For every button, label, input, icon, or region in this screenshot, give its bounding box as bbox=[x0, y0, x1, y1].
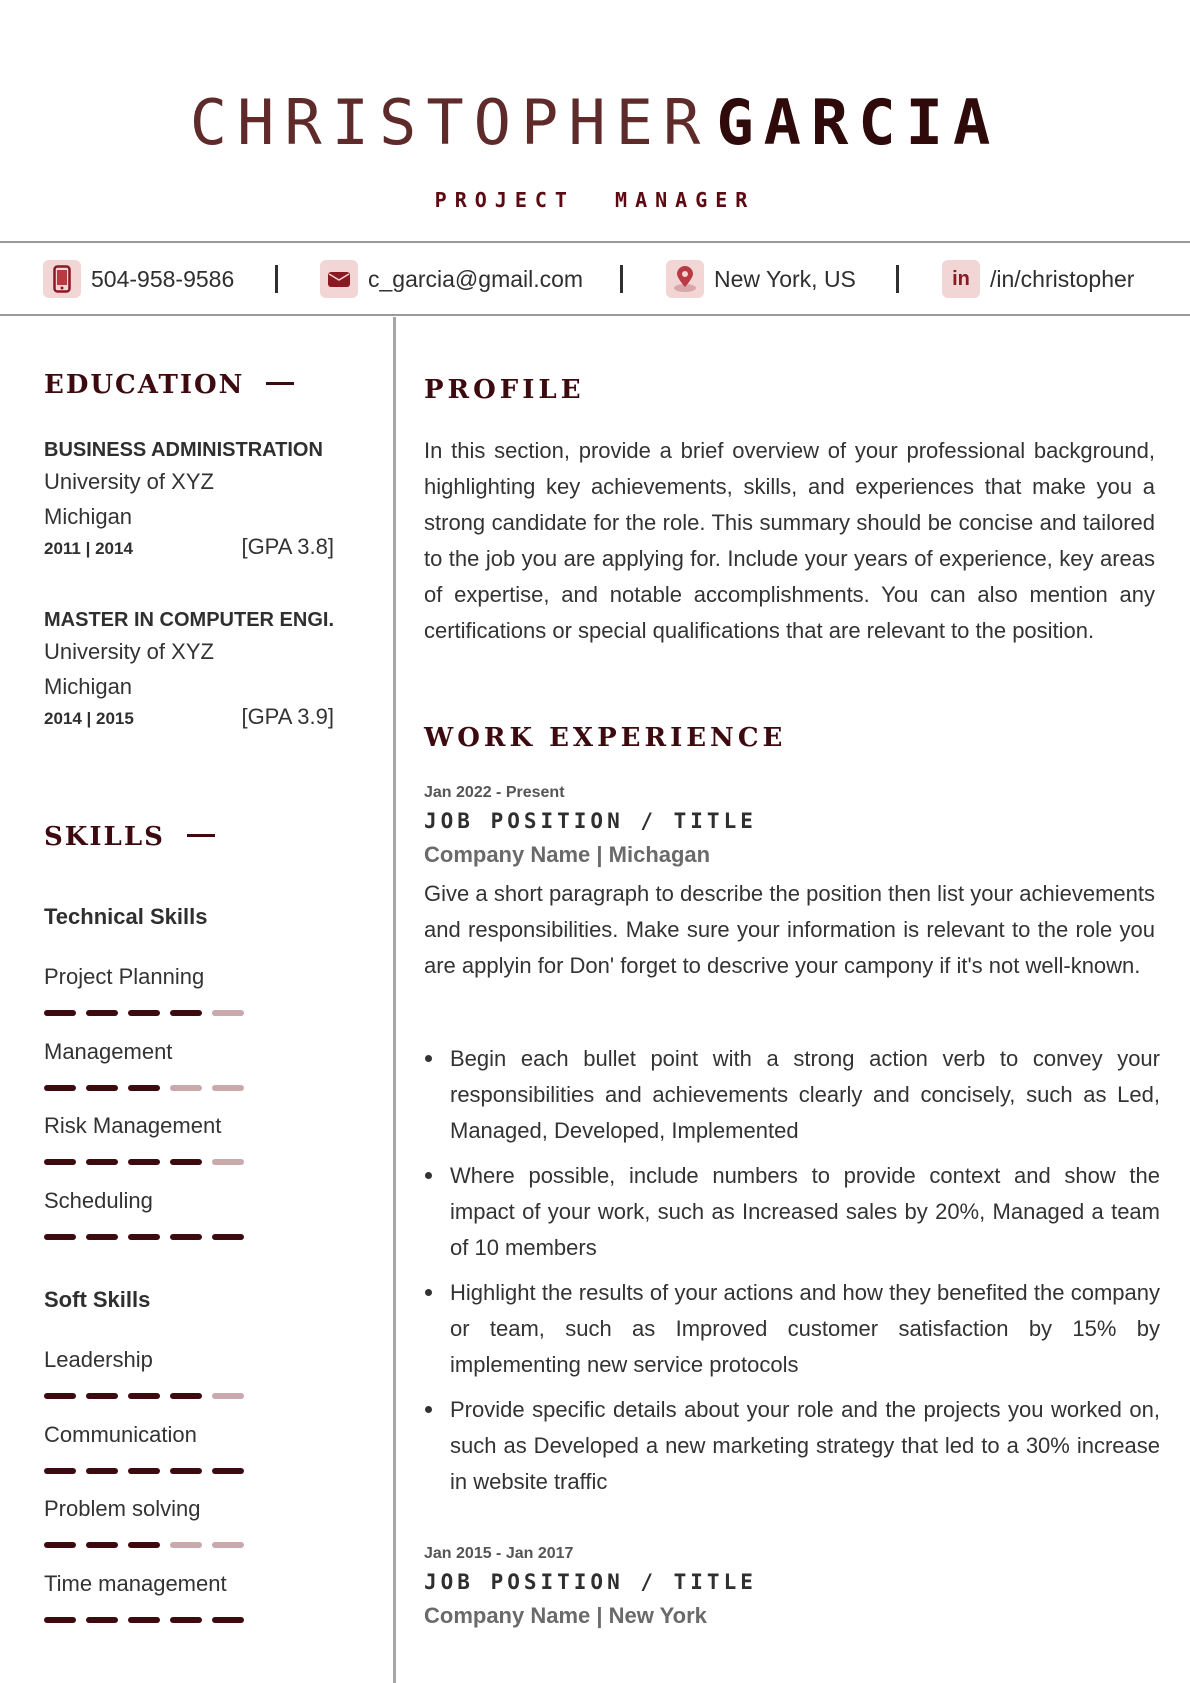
skill-segment-filled bbox=[44, 1010, 76, 1016]
contact-phone[interactable] bbox=[43, 259, 234, 299]
edu-years: 2011 | 2014 bbox=[44, 539, 133, 558]
skill-segment-filled bbox=[86, 1393, 118, 1399]
list-item: Provide specific details about your role and the projects you worked on, such as Developed a new marketing strategy that led to a 30% increase in website traffic bbox=[424, 1392, 1160, 1500]
skill-segment-filled bbox=[170, 1468, 202, 1474]
contact-separator bbox=[896, 265, 899, 293]
job-description: Give a short paragraph to describe the position then list your achievements and responsibilities. Make sure your information is relevant to the role you are applyin for Don' forget to descrive your campony if it's not well-known. bbox=[424, 881, 1155, 978]
first-name: CHRISTOPHER bbox=[189, 86, 711, 159]
job-title: PROJECT MANAGER bbox=[434, 188, 756, 212]
list-item: Begin each bullet point with a strong action verb to convey your responsibilities and achievements clearly and concisely, such as Led, Managed, Developed, Implemented bbox=[424, 1041, 1160, 1149]
education-item bbox=[44, 436, 334, 560]
bullet-icon bbox=[425, 1172, 432, 1179]
skill-segment-filled bbox=[212, 1234, 244, 1240]
skill-segment-filled bbox=[170, 1234, 202, 1240]
skill-name: Project Planning bbox=[44, 964, 205, 989]
edu-location: Michigan bbox=[44, 674, 133, 699]
edu-gpa: [GPA 3.8] bbox=[241, 534, 334, 559]
edu-school: University of XYZ bbox=[44, 639, 214, 664]
skill-name: Leadership bbox=[44, 1347, 153, 1372]
skill-segment-filled bbox=[128, 1085, 160, 1091]
contact-separator bbox=[275, 265, 278, 293]
edu-location: Michigan bbox=[44, 504, 133, 529]
skill-segment-filled bbox=[44, 1159, 76, 1165]
skill-segment-filled bbox=[128, 1468, 160, 1474]
contact-separator bbox=[620, 265, 623, 293]
edu-degree: BUSINESS ADMINISTRATION bbox=[44, 439, 323, 461]
skill-segment-filled bbox=[44, 1234, 76, 1240]
skill-segment-filled bbox=[128, 1542, 160, 1548]
skill-segment-filled bbox=[86, 1234, 118, 1240]
skill-segment-filled bbox=[44, 1468, 76, 1474]
skill-segment-filled bbox=[170, 1393, 202, 1399]
skill-segment-filled bbox=[86, 1085, 118, 1091]
linkedin-text: /in/christopher bbox=[990, 265, 1135, 292]
skill-level-bar bbox=[44, 1010, 244, 1016]
list-item: Where possible, include numbers to provide context and show the impact of your work, such as Increased sales by 20%, Managed a team of 10 members bbox=[424, 1158, 1160, 1266]
skill-level-bar bbox=[44, 1393, 244, 1399]
last-name: GARCIA bbox=[716, 86, 1001, 159]
skill-name: Management bbox=[44, 1039, 173, 1064]
skill-segment-filled bbox=[86, 1468, 118, 1474]
edu-degree: MASTER IN COMPUTER ENGI. bbox=[44, 609, 335, 631]
skill-name: Scheduling bbox=[44, 1188, 153, 1213]
skills-heading: SKILLS bbox=[44, 822, 215, 852]
location-icon bbox=[666, 260, 704, 298]
profile-text: In this section, provide a brief overview of your professional background, highlighting key achievements, skills, and experiences that make you a strong candidate for the role. This summary should be concise and tailored to the job you are applying for. Include your years of experience, key areas of expertise, and notable accomplishments. You can also mention any certifications or special qualifications that are relevant to the position. bbox=[424, 438, 1155, 643]
skill-segment-filled bbox=[44, 1617, 76, 1623]
list-item: Highlight the results of your actions and how they benefited the company or team, such as Improved customer satisfaction by 15% by implementing new service protocols bbox=[424, 1275, 1160, 1383]
job-company: Company Name | Michagan bbox=[424, 842, 711, 867]
job-company: Company Name | New York bbox=[424, 1603, 707, 1628]
skill-name: Time management bbox=[44, 1571, 227, 1596]
skill-level-bar bbox=[44, 1617, 244, 1623]
skill-segment-filled bbox=[170, 1010, 202, 1016]
contact-linkedin[interactable] bbox=[942, 259, 1134, 299]
skill-segment-filled bbox=[86, 1159, 118, 1165]
bullet-icon bbox=[425, 1055, 432, 1062]
skill-segment-filled bbox=[44, 1542, 76, 1548]
job-achievements-list bbox=[424, 1041, 1160, 1509]
skill-segment-filled bbox=[128, 1159, 160, 1165]
skill-name: Problem solving bbox=[44, 1496, 201, 1521]
bullet-icon bbox=[425, 1289, 432, 1296]
skill-segment-empty bbox=[212, 1393, 244, 1399]
job-dates: Jan 2022 - Present bbox=[424, 784, 565, 801]
skill-segment-filled bbox=[44, 1085, 76, 1091]
skill-segment-empty bbox=[212, 1159, 244, 1165]
skill-segment-filled bbox=[86, 1542, 118, 1548]
skill-segment-filled bbox=[170, 1617, 202, 1623]
contact-bar bbox=[0, 241, 1190, 316]
education-heading: EDUCATION bbox=[44, 370, 294, 400]
bullet-icon bbox=[425, 1406, 432, 1413]
full-name bbox=[0, 86, 1190, 159]
profile-heading: PROFILE bbox=[424, 375, 585, 405]
work-experience-heading: WORK EXPERIENCE bbox=[424, 723, 787, 753]
contact-location[interactable] bbox=[666, 259, 856, 299]
skill-segment-filled bbox=[44, 1393, 76, 1399]
job-position: JOB POSITION / TITLE bbox=[424, 809, 757, 833]
soft-skills-heading: Soft Skills bbox=[44, 1287, 151, 1312]
edu-gpa: [GPA 3.9] bbox=[241, 704, 334, 729]
skill-segment-filled bbox=[128, 1010, 160, 1016]
education-item bbox=[44, 606, 334, 730]
skill-segment-filled bbox=[86, 1010, 118, 1016]
skill-level-bar bbox=[44, 1468, 244, 1474]
skill-segment-filled bbox=[128, 1393, 160, 1399]
skill-level-bar bbox=[44, 1159, 244, 1165]
edu-school: University of XYZ bbox=[44, 469, 214, 494]
skill-level-bar bbox=[44, 1542, 244, 1548]
skill-segment-filled bbox=[128, 1617, 160, 1623]
skill-segment-filled bbox=[86, 1617, 118, 1623]
linkedin-icon bbox=[942, 260, 980, 298]
contact-email[interactable] bbox=[320, 259, 583, 299]
skill-segment-empty bbox=[170, 1542, 202, 1548]
skill-level-bar bbox=[44, 1085, 244, 1091]
skill-level-bar bbox=[44, 1234, 244, 1240]
technical-skills-heading: Technical Skills bbox=[44, 904, 208, 929]
edu-years: 2014 | 2015 bbox=[44, 709, 134, 728]
phone-icon bbox=[43, 260, 81, 298]
job-dates: Jan 2015 - Jan 2017 bbox=[424, 1545, 574, 1562]
skill-name: Communication bbox=[44, 1422, 197, 1447]
heading-dash bbox=[266, 382, 294, 385]
skill-segment-filled bbox=[212, 1617, 244, 1623]
skill-name: Risk Management bbox=[44, 1113, 222, 1138]
skill-segment-filled bbox=[170, 1159, 202, 1165]
skill-segment-empty bbox=[212, 1542, 244, 1548]
skill-segment-filled bbox=[128, 1234, 160, 1240]
heading-dash bbox=[187, 834, 215, 837]
linkedin-glyph: in bbox=[952, 267, 970, 290]
email-text: c_garcia@gmail.com bbox=[368, 265, 584, 292]
skill-segment-empty bbox=[212, 1010, 244, 1016]
job-position: JOB POSITION / TITLE bbox=[424, 1570, 757, 1594]
phone-text: 504-958-9586 bbox=[91, 265, 235, 292]
email-icon bbox=[320, 260, 358, 298]
location-text: New York, US bbox=[714, 265, 856, 292]
skill-segment-empty bbox=[170, 1085, 202, 1091]
skill-segment-filled bbox=[212, 1468, 244, 1474]
skill-segment-empty bbox=[212, 1085, 244, 1091]
column-divider bbox=[393, 317, 396, 1683]
